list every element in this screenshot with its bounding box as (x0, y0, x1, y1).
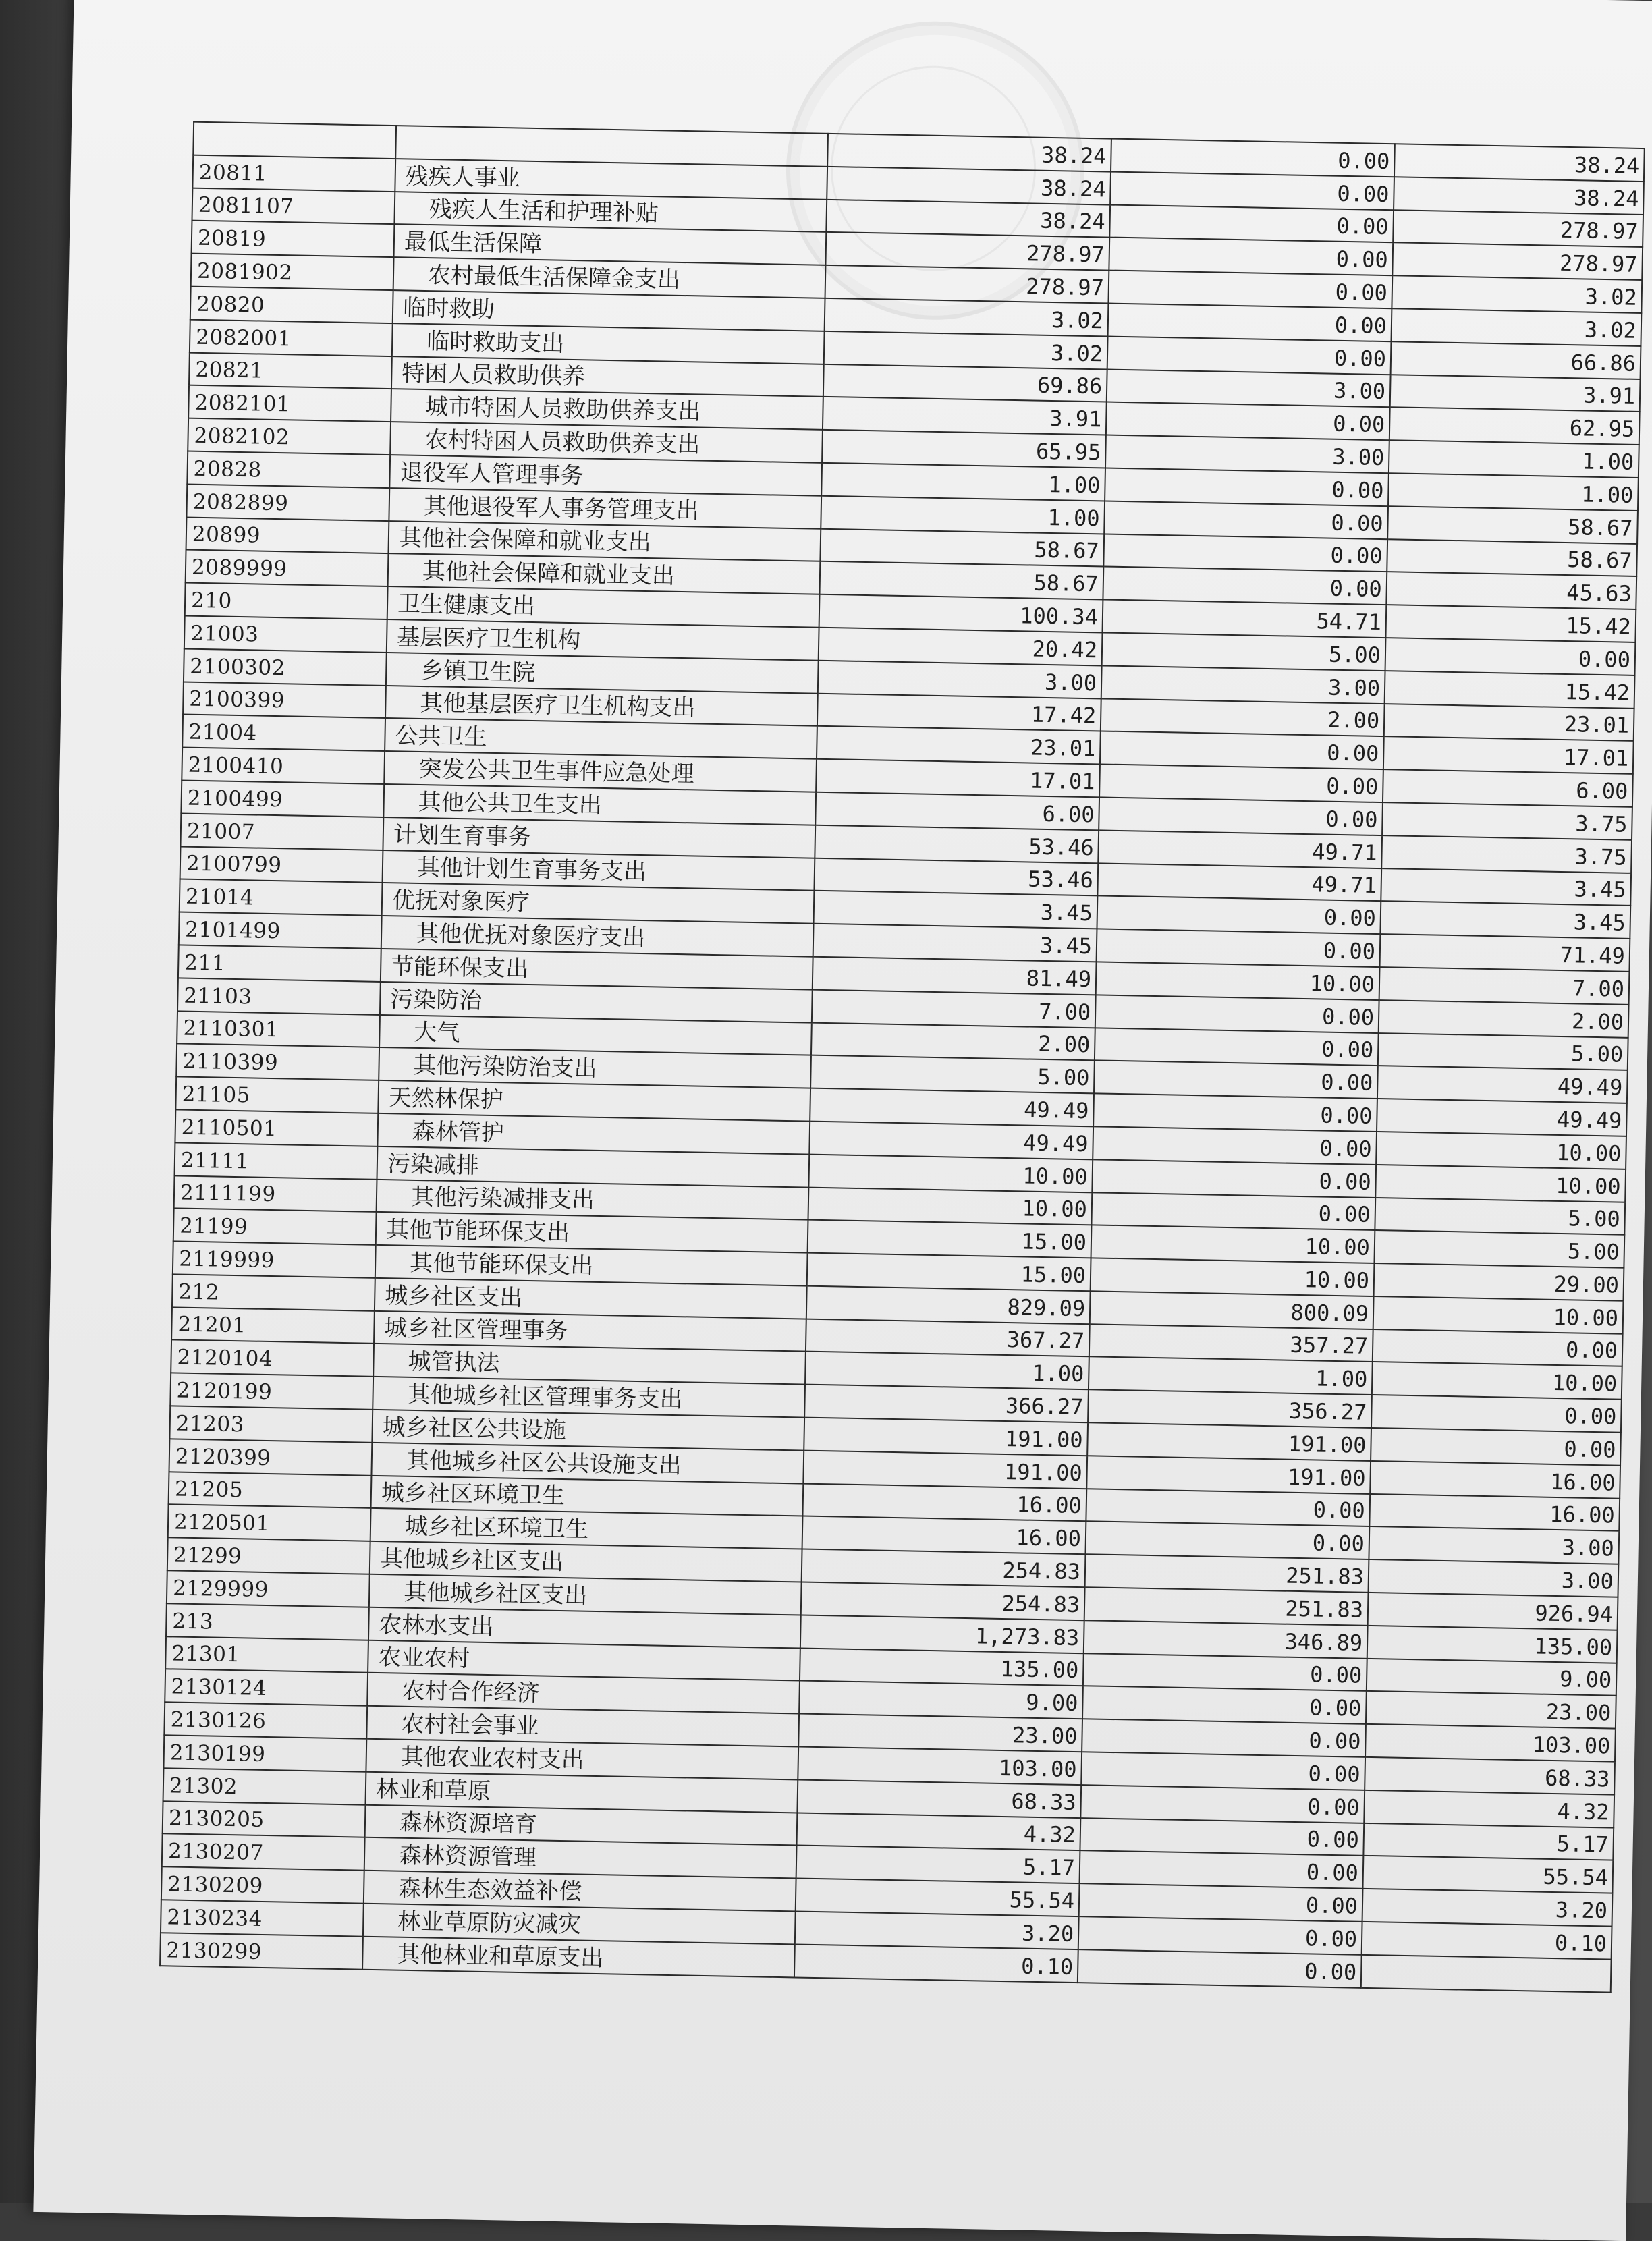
total-amount: 55.54 (796, 1879, 1080, 1916)
total-amount: 278.97 (825, 265, 1109, 303)
subject-code: 20899 (186, 517, 389, 553)
total-amount: 15.00 (808, 1220, 1092, 1258)
subject-name: 残疾人事业 (395, 159, 827, 200)
project-expenditure: 0.00 (1385, 638, 1636, 675)
subject-code: 2130207 (162, 1834, 365, 1871)
subject-name: 森林生态效益补偿 (364, 1871, 796, 1912)
subject-name: 城乡社区管理事务 (374, 1311, 806, 1352)
subject-code: 20819 (192, 221, 395, 257)
total-amount: 0.10 (794, 1944, 1078, 1982)
subject-code: 2100410 (182, 748, 385, 784)
subject-name: 其他退役军人事务管理支出 (389, 488, 821, 529)
subject-code: 21205 (169, 1472, 372, 1508)
basic-expenditure: 0.00 (1093, 1093, 1377, 1131)
subject-name: 最低生活保障 (394, 225, 827, 266)
basic-expenditure: 0.00 (1080, 1785, 1365, 1823)
subject-code: 211 (178, 945, 381, 981)
subject-code: 2082899 (186, 484, 389, 520)
basic-expenditure: 251.83 (1085, 1554, 1369, 1592)
subject-code: 2130199 (163, 1735, 366, 1771)
total-amount: 191.00 (803, 1450, 1087, 1488)
total-amount: 53.46 (814, 858, 1098, 895)
project-expenditure: 3.02 (1392, 275, 1642, 313)
project-expenditure: 45.63 (1386, 572, 1636, 610)
basic-expenditure: 0.00 (1097, 896, 1381, 934)
subject-code: 213 (166, 1603, 369, 1640)
subject-code: 2100399 (183, 682, 386, 718)
total-amount: 9.00 (799, 1681, 1083, 1719)
subject-code: 2110501 (175, 1109, 378, 1146)
subject-name: 其他城乡社区管理事务支出 (373, 1377, 805, 1418)
subject-code: 21301 (165, 1636, 368, 1673)
subject-code: 21105 (175, 1077, 379, 1113)
basic-expenditure: 0.00 (1079, 1883, 1363, 1921)
subject-code: 21003 (184, 615, 387, 652)
subject-code: 2110301 (177, 1011, 380, 1047)
total-amount: 3.02 (825, 298, 1109, 336)
total-amount: 20.42 (819, 628, 1103, 665)
project-expenditure: 5.00 (1374, 1230, 1624, 1268)
expenditure-table (159, 121, 1645, 1993)
basic-expenditure: 0.00 (1094, 1061, 1378, 1099)
project-expenditure: 38.24 (1394, 177, 1644, 215)
basic-expenditure: 0.00 (1109, 204, 1394, 242)
project-expenditure: 58.67 (1387, 506, 1638, 544)
basic-expenditure: 5.00 (1102, 632, 1386, 670)
project-expenditure: 3.75 (1382, 802, 1632, 840)
subject-name: 城乡社区公共设施 (372, 1410, 804, 1451)
project-expenditure: 7.00 (1379, 967, 1630, 1005)
total-amount: 65.95 (822, 430, 1106, 468)
project-expenditure: 10.00 (1375, 1165, 1626, 1202)
basic-expenditure: 0.00 (1082, 1686, 1367, 1724)
subject-name: 公共卫生 (385, 718, 817, 759)
project-expenditure: 5.17 (1363, 1823, 1614, 1860)
subject-code: 2089999 (186, 550, 389, 586)
project-expenditure: 58.67 (1387, 539, 1637, 577)
project-expenditure: 0.00 (1371, 1395, 1622, 1433)
basic-expenditure: 0.00 (1085, 1522, 1369, 1559)
subject-code: 2120199 (170, 1373, 373, 1410)
subject-name: 林业草原防灾减灾 (363, 1904, 796, 1945)
basic-expenditure: 0.00 (1078, 1916, 1362, 1954)
basic-expenditure: 0.00 (1106, 402, 1390, 440)
basic-expenditure: 0.00 (1097, 929, 1381, 967)
subject-code: 2129999 (167, 1570, 370, 1607)
subject-name: 其他社会保障和就业支出 (388, 553, 821, 594)
total-amount: 81.49 (813, 957, 1097, 995)
basic-expenditure: 2.00 (1101, 698, 1385, 736)
subject-name: 临时救助支出 (392, 323, 825, 364)
subject-code: 2120399 (169, 1439, 372, 1475)
basic-expenditure: 10.00 (1091, 1258, 1375, 1296)
total-amount: 38.24 (826, 199, 1110, 237)
subject-name: 其他林业和草原支出 (362, 1937, 795, 1978)
total-amount: 254.83 (802, 1549, 1086, 1587)
subject-code: 2130234 (161, 1900, 364, 1936)
subject-code: 20828 (187, 451, 390, 488)
subject-name: 森林管护 (377, 1113, 810, 1155)
total-amount: 53.46 (815, 825, 1099, 862)
project-expenditure: 103.00 (1365, 1724, 1616, 1762)
subject-name: 其他污染防治支出 (379, 1047, 811, 1088)
project-expenditure: 71.49 (1380, 934, 1630, 972)
project-expenditure: 0.00 (1373, 1329, 1623, 1367)
total-amount: 254.83 (801, 1582, 1085, 1620)
project-expenditure: 3.91 (1390, 375, 1641, 412)
subject-code: 21203 (169, 1406, 373, 1442)
subject-code: 2082101 (188, 385, 391, 422)
basic-expenditure: 0.00 (1091, 1192, 1375, 1230)
basic-expenditure: 0.00 (1099, 797, 1383, 835)
subject-name: 计划生育事务 (383, 817, 815, 858)
total-amount: 10.00 (808, 1154, 1093, 1192)
basic-expenditure: 0.00 (1107, 336, 1392, 374)
subject-code: 20820 (190, 287, 393, 323)
basic-expenditure: 0.00 (1108, 271, 1392, 308)
subject-name: 其他优抚对象医疗支出 (381, 916, 814, 957)
total-amount: 5.17 (796, 1846, 1080, 1883)
subject-name: 大气 (379, 1014, 812, 1055)
total-amount: 58.67 (820, 528, 1104, 566)
basic-expenditure: 0.00 (1108, 304, 1392, 341)
subject-name: 城市特困人员救助供养支出 (391, 389, 823, 430)
project-expenditure: 9.00 (1367, 1659, 1617, 1696)
total-amount: 2.00 (811, 1022, 1095, 1060)
total-amount: 58.67 (819, 561, 1103, 599)
total-amount: 3.45 (813, 924, 1097, 962)
project-expenditure: 10.00 (1372, 1362, 1622, 1400)
total-amount: 23.00 (798, 1714, 1082, 1752)
subject-code: 210 (185, 583, 388, 619)
basic-expenditure: 10.00 (1096, 962, 1380, 999)
project-expenditure: 135.00 (1367, 1626, 1618, 1663)
total-amount: 15.00 (807, 1253, 1091, 1291)
subject-name: 农村最低生活保障金支出 (393, 257, 826, 298)
total-amount: 135.00 (800, 1648, 1084, 1686)
total-amount: 17.01 (816, 759, 1100, 797)
subject-code: 21111 (175, 1142, 378, 1179)
subject-code: 21302 (163, 1768, 366, 1804)
subject-name: 卫生健康支出 (387, 586, 820, 628)
project-expenditure: 5.00 (1375, 1198, 1625, 1236)
project-expenditure: 17.01 (1383, 736, 1634, 774)
subject-code: 21004 (182, 715, 385, 751)
subject-code: 20821 (189, 352, 392, 389)
subject-code: 2100799 (180, 846, 383, 883)
subject-name: 基层医疗卫生机构 (387, 619, 819, 661)
basic-expenditure: 191.00 (1086, 1456, 1371, 1493)
subject-code: 2081107 (192, 188, 395, 224)
subject-code: 2130124 (165, 1669, 368, 1706)
total-amount: 6.00 (815, 792, 1099, 830)
basic-expenditure: 0.00 (1095, 995, 1379, 1032)
subject-name: 其他农业农村支出 (366, 1739, 798, 1780)
subject-name: 森林资源管理 (364, 1837, 797, 1879)
total-amount: 38.24 (827, 167, 1111, 204)
document-page (33, 0, 1652, 2241)
subject-name: 城管执法 (373, 1344, 806, 1385)
basic-expenditure: 0.00 (1083, 1653, 1367, 1691)
total-amount: 103.00 (798, 1747, 1082, 1785)
subject-name: 突发公共卫生事件应急处理 (384, 751, 817, 792)
subject-name: 城乡社区环境卫生 (370, 1508, 803, 1549)
basic-expenditure: 0.00 (1080, 1851, 1364, 1889)
project-expenditure: 15.42 (1385, 671, 1635, 709)
project-expenditure: 10.00 (1376, 1132, 1626, 1169)
total-amount: 829.09 (806, 1285, 1091, 1323)
basic-expenditure: 0.00 (1082, 1719, 1366, 1756)
subject-code: 212 (172, 1274, 375, 1310)
subject-code: 21201 (171, 1307, 375, 1344)
total-amount: 100.34 (819, 594, 1103, 632)
subject-name: 特困人员救助供养 (391, 356, 824, 397)
project-expenditure: 29.00 (1374, 1263, 1624, 1301)
basic-expenditure: 0.00 (1103, 534, 1387, 572)
subject-code: 2130209 (161, 1866, 364, 1903)
project-expenditure: 10.00 (1373, 1296, 1624, 1334)
total-amount: 5.00 (810, 1055, 1095, 1093)
subject-code: 21299 (167, 1538, 370, 1574)
project-expenditure: 3.00 (1369, 1559, 1619, 1597)
basic-expenditure: 0.00 (1092, 1159, 1376, 1197)
project-expenditure: 3.45 (1381, 868, 1631, 906)
carryover-code-cell (193, 122, 396, 159)
total-amount: 1.00 (805, 1352, 1089, 1389)
total-amount: 3.00 (818, 661, 1102, 698)
total-amount: 49.49 (809, 1122, 1093, 1159)
total-amount: 69.86 (823, 364, 1107, 402)
subject-name: 农业农村 (368, 1640, 800, 1681)
basic-expenditure: 0.00 (1093, 1126, 1377, 1164)
subject-code: 21199 (173, 1209, 377, 1245)
subject-name: 其他社会保障和就业支出 (388, 521, 821, 562)
basic-expenditure: 3.00 (1105, 435, 1389, 473)
subject-name: 其他城乡社区公共设施支出 (371, 1443, 804, 1484)
project-expenditure: 15.42 (1385, 605, 1636, 642)
total-amount: 3.45 (814, 891, 1098, 929)
subject-code: 2120501 (168, 1505, 371, 1541)
project-expenditure (1361, 1955, 1612, 1993)
project-expenditure: 49.49 (1377, 1099, 1627, 1136)
subject-code: 2130126 (164, 1703, 367, 1739)
subject-name: 优抚对象医疗 (382, 883, 815, 924)
project-expenditure: 16.00 (1370, 1461, 1620, 1499)
project-expenditure: 3.00 (1369, 1526, 1619, 1564)
basic-expenditure: 3.00 (1107, 369, 1391, 407)
subject-code: 21007 (180, 813, 383, 850)
total-amount: 10.00 (808, 1187, 1092, 1225)
subject-code: 2110399 (176, 1044, 379, 1080)
basic-expenditure: 49.71 (1098, 830, 1382, 868)
project-expenditure: 5.00 (1378, 1033, 1628, 1071)
project-expenditure: 1.00 (1388, 473, 1639, 511)
subject-name: 污染防治 (380, 982, 813, 1023)
subject-name: 残疾人生活和护理补贴 (394, 192, 827, 233)
total-amount: 4.32 (796, 1813, 1080, 1850)
subject-code: 2081902 (191, 254, 394, 290)
subject-name: 城乡社区环境卫生 (371, 1475, 804, 1516)
subject-name: 林业和草原 (366, 1772, 798, 1813)
basic-expenditure: 10.00 (1091, 1225, 1375, 1263)
project-expenditure: 16.00 (1369, 1494, 1620, 1532)
subject-code: 21014 (180, 879, 383, 916)
total-amount: 23.01 (817, 726, 1101, 764)
subject-code: 21103 (177, 978, 381, 1014)
basic-expenditure: 0.00 (1103, 567, 1387, 605)
basic-expenditure: 0.00 (1081, 1752, 1365, 1790)
project-expenditure: 23.00 (1366, 1691, 1616, 1729)
subject-code: 2119999 (173, 1241, 376, 1277)
subject-name: 节能环保支出 (381, 949, 813, 990)
project-expenditure: 2.00 (1379, 1000, 1629, 1038)
basic-expenditure: 1.00 (1089, 1357, 1373, 1395)
project-expenditure: 4.32 (1364, 1790, 1614, 1828)
total-amount: 49.49 (810, 1088, 1094, 1126)
project-expenditure: 0.10 (1362, 1922, 1612, 1960)
basic-expenditure: 0.00 (1095, 1028, 1379, 1066)
total-amount: 3.02 (824, 331, 1108, 369)
basic-expenditure: 0.00 (1105, 468, 1389, 505)
project-expenditure: 278.97 (1392, 243, 1643, 281)
subject-code: 2100499 (181, 780, 384, 817)
subject-code: 2101499 (179, 912, 382, 949)
project-expenditure: 68.33 (1365, 1757, 1615, 1795)
project-expenditure: 278.97 (1393, 210, 1643, 248)
subject-name: 农村合作经济 (367, 1673, 800, 1714)
subject-code: 2100302 (184, 648, 387, 685)
total-amount: 3.20 (795, 1911, 1079, 1949)
basic-expenditure: 357.27 (1089, 1324, 1373, 1362)
project-expenditure: 3.75 (1381, 835, 1632, 873)
subject-name: 其他节能环保支出 (375, 1245, 808, 1286)
total-amount: 366.27 (804, 1385, 1089, 1422)
project-expenditure: 66.86 (1391, 341, 1641, 379)
basic-expenditure: 356.27 (1088, 1390, 1372, 1428)
project-expenditure: 1.00 (1389, 440, 1639, 478)
subject-name: 其他城乡社区支出 (369, 1574, 802, 1615)
total-amount: 68.33 (797, 1779, 1081, 1817)
project-expenditure: 3.02 (1391, 308, 1641, 346)
subject-name: 退役军人管理事务 (389, 455, 822, 496)
basic-expenditure: 0.00 (1104, 501, 1388, 538)
carryover-basic: 0.00 (1111, 139, 1395, 177)
total-amount: 1,273.83 (800, 1615, 1084, 1653)
total-amount: 1.00 (821, 463, 1105, 501)
subject-name: 农林水支出 (368, 1607, 801, 1649)
subject-code: 2130299 (160, 1933, 363, 1969)
project-expenditure: 62.95 (1389, 408, 1640, 445)
subject-name: 污染减排 (377, 1146, 809, 1188)
total-amount: 16.00 (802, 1483, 1086, 1521)
basic-expenditure: 0.00 (1109, 238, 1393, 275)
subject-name: 其他节能环保支出 (376, 1212, 808, 1253)
total-amount: 3.91 (823, 397, 1107, 435)
carryover-total: 38.24 (827, 134, 1111, 171)
project-expenditure: 3.20 (1362, 1889, 1613, 1927)
basic-expenditure: 191.00 (1087, 1422, 1371, 1460)
basic-expenditure: 800.09 (1090, 1291, 1374, 1329)
subject-name: 乡镇卫生院 (386, 653, 819, 694)
project-expenditure: 3.45 (1380, 901, 1630, 939)
basic-expenditure: 0.00 (1110, 171, 1394, 209)
subject-code: 2082102 (188, 418, 391, 455)
expenditure-table-body (160, 122, 1645, 1993)
total-amount: 1.00 (821, 496, 1105, 534)
subject-name: 其他污染减排支出 (377, 1179, 809, 1220)
project-expenditure: 55.54 (1362, 1856, 1613, 1893)
subject-name: 农村特困人员救助供养支出 (390, 422, 823, 463)
subject-name: 临时救助 (393, 290, 825, 331)
basic-expenditure: 54.71 (1103, 600, 1387, 638)
subject-name: 森林资源培育 (365, 1804, 798, 1846)
subject-code: 2082001 (190, 319, 393, 356)
project-expenditure: 6.00 (1383, 769, 1633, 807)
basic-expenditure: 251.83 (1084, 1587, 1369, 1625)
total-amount: 17.42 (817, 693, 1101, 731)
total-amount: 278.97 (825, 232, 1109, 270)
subject-code: 2111199 (174, 1175, 377, 1212)
project-expenditure: 926.94 (1368, 1593, 1618, 1630)
total-amount: 191.00 (804, 1418, 1088, 1456)
basic-expenditure: 3.00 (1101, 665, 1385, 703)
project-expenditure: 23.01 (1384, 704, 1634, 742)
subject-name: 城乡社区支出 (375, 1278, 807, 1319)
subject-name: 农村社会事业 (366, 1706, 799, 1747)
total-amount: 367.27 (806, 1319, 1090, 1356)
basic-expenditure: 0.00 (1080, 1818, 1364, 1856)
subject-code: 2120104 (171, 1340, 374, 1377)
subject-code: 20811 (192, 155, 395, 191)
subject-name: 其他城乡社区支出 (370, 1541, 802, 1582)
subject-name: 其他计划生育事务支出 (383, 850, 815, 891)
project-expenditure: 0.00 (1371, 1428, 1621, 1466)
basic-expenditure: 346.89 (1084, 1620, 1368, 1658)
subject-name: 其他基层医疗卫生机构支出 (385, 686, 818, 727)
basic-expenditure: 0.00 (1078, 1949, 1362, 1987)
total-amount: 7.00 (812, 989, 1096, 1027)
basic-expenditure: 0.00 (1100, 731, 1384, 769)
basic-expenditure: 49.71 (1097, 863, 1381, 901)
basic-expenditure: 0.00 (1086, 1489, 1370, 1526)
basic-expenditure: 0.00 (1099, 765, 1383, 802)
subject-name: 其他公共卫生支出 (383, 784, 816, 825)
subject-code: 2130205 (163, 1801, 366, 1837)
total-amount: 16.00 (802, 1516, 1086, 1554)
subject-name: 天然林保护 (378, 1080, 810, 1122)
project-expenditure: 49.49 (1377, 1066, 1628, 1103)
carryover-project: 38.24 (1394, 144, 1645, 182)
